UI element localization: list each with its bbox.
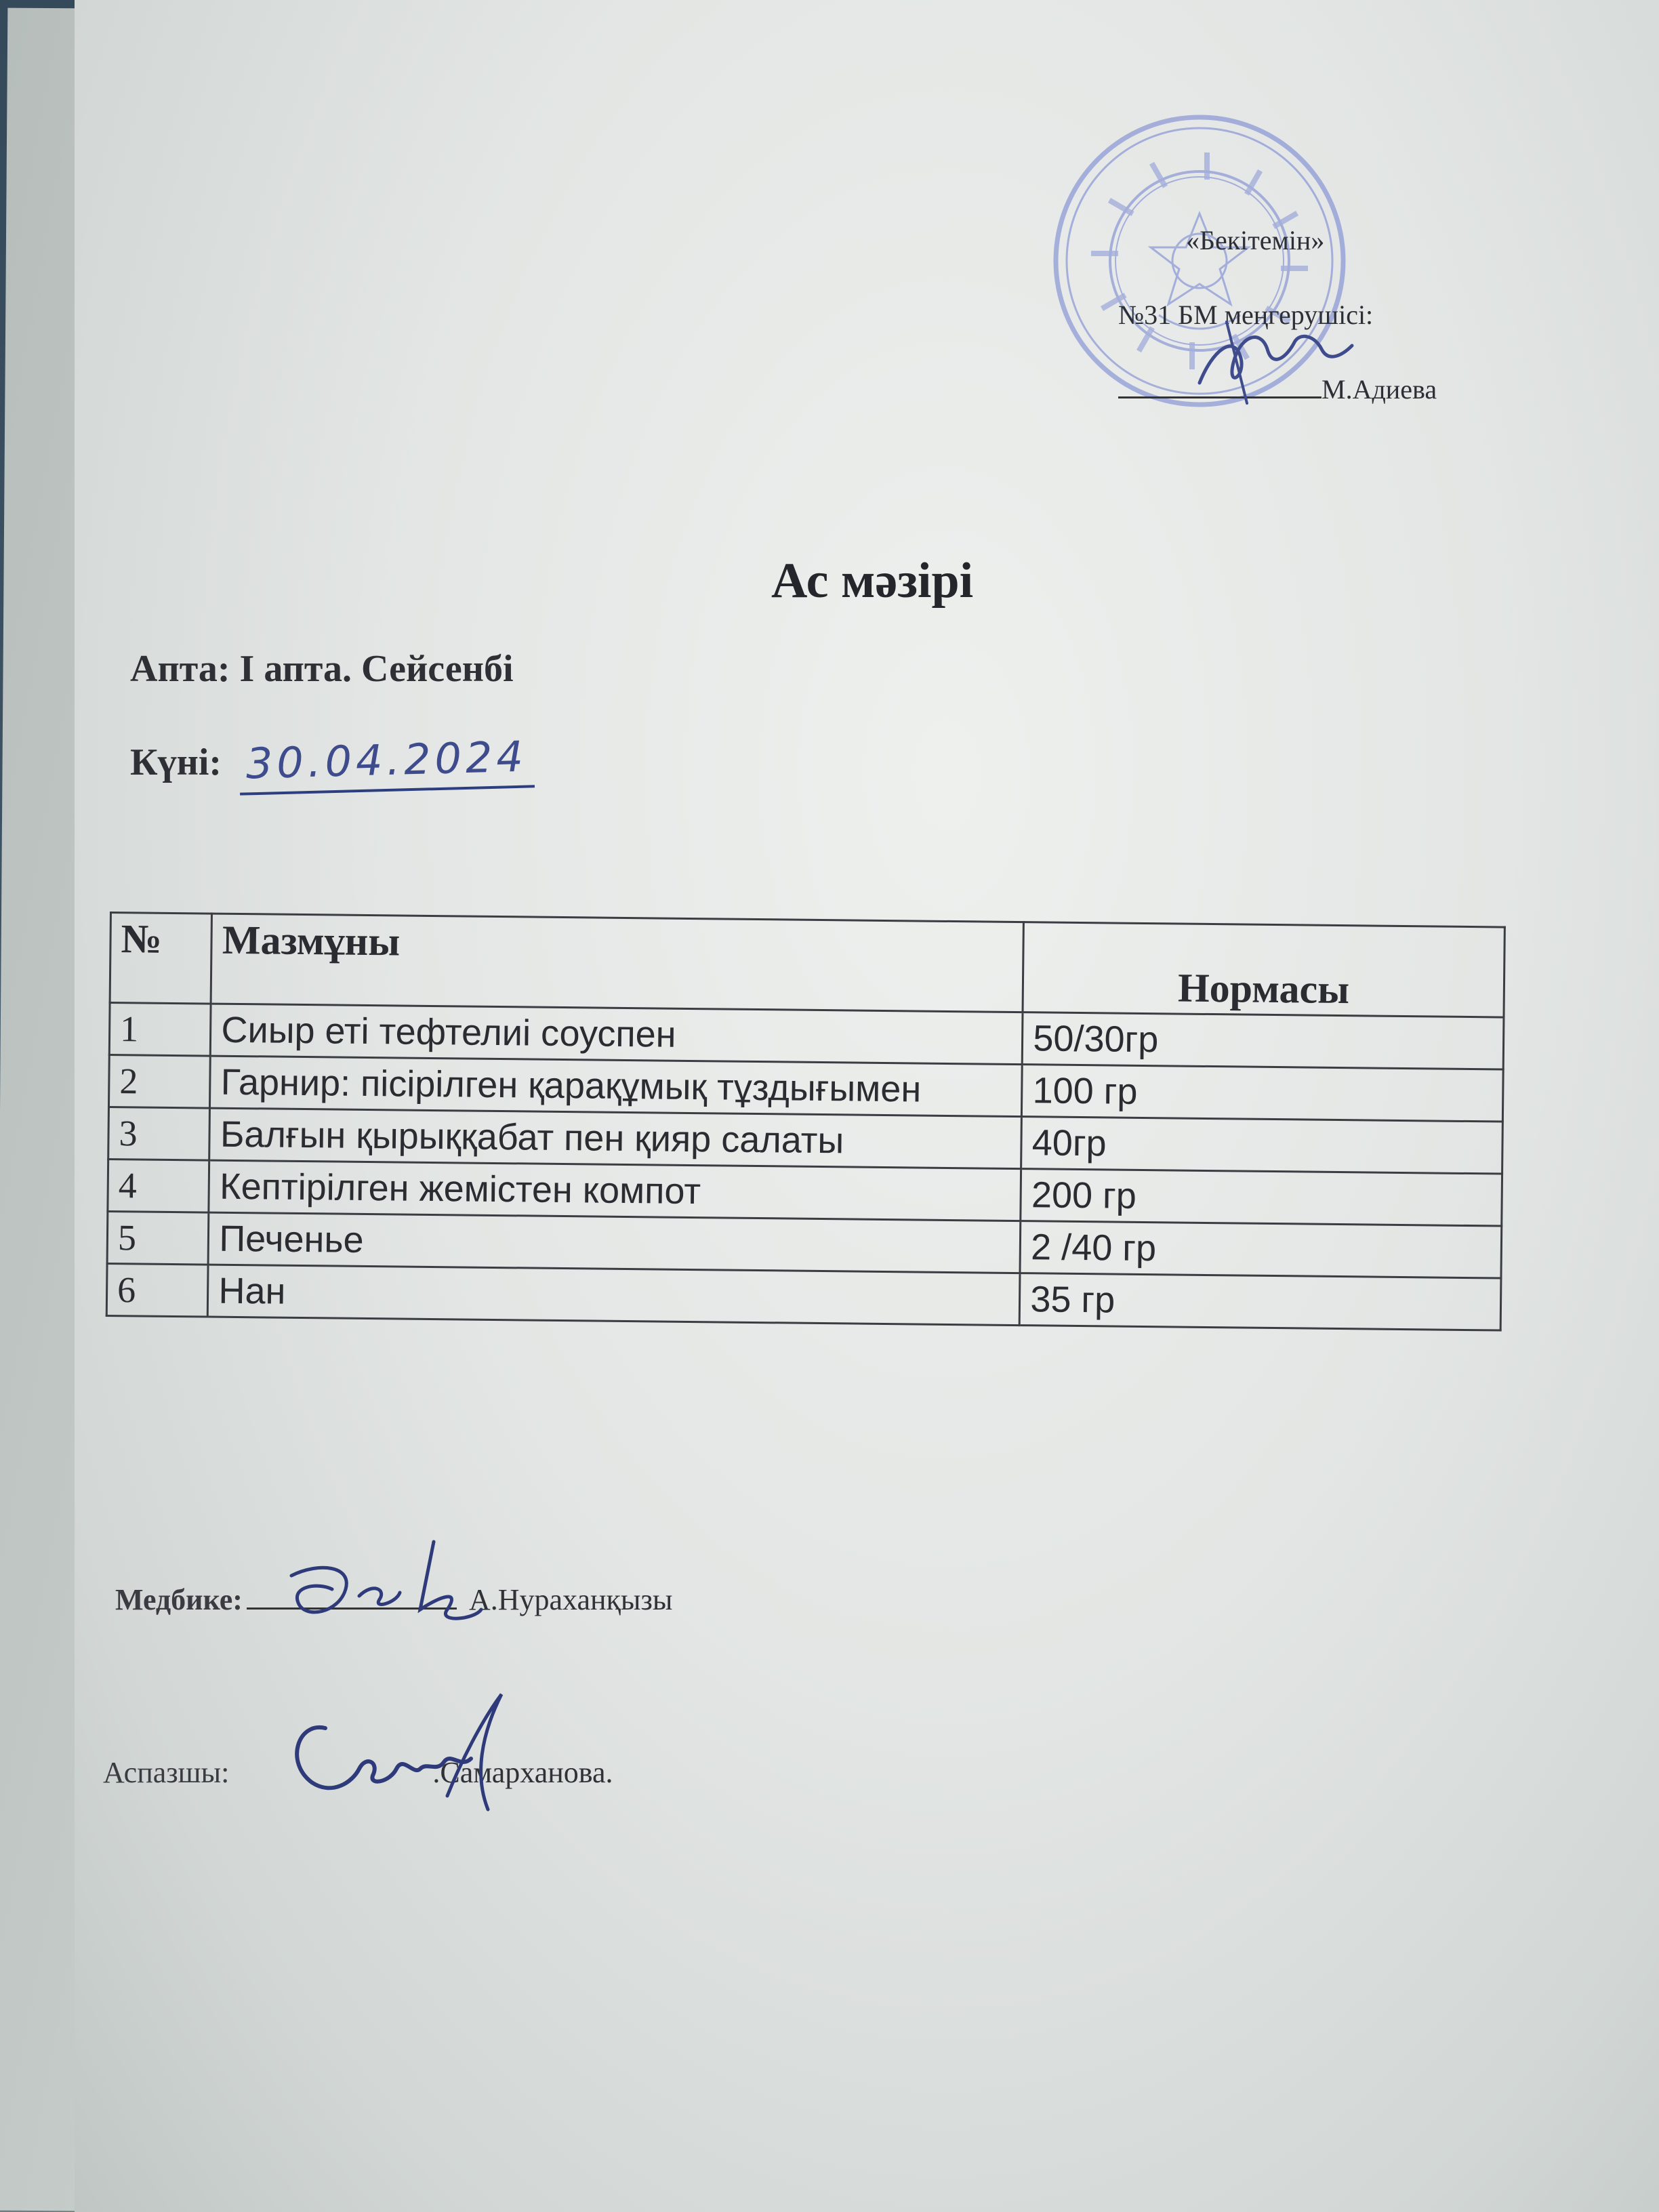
row-norm: 35 гр [1020, 1273, 1501, 1330]
row-num: 1 [109, 1003, 211, 1057]
header-num: № [110, 913, 212, 1004]
row-name: Печенье [208, 1212, 1021, 1273]
row-name: Балғын қырыққабат пен қияр салаты [209, 1108, 1022, 1169]
header-norm: Нормасы [1023, 922, 1504, 1017]
cook-label: Аспазшы: [103, 1756, 230, 1789]
date-label: Күні: [130, 741, 222, 783]
page-title: Ас мәзірі [771, 553, 974, 609]
row-norm: 2 /40 гр [1020, 1221, 1501, 1278]
row-name: Нан [208, 1265, 1021, 1326]
row-num: 4 [108, 1159, 209, 1212]
row-norm: 200 гр [1021, 1169, 1502, 1226]
date-row [130, 731, 534, 792]
header-name: Мазмұны [211, 914, 1024, 1012]
row-num: 5 [107, 1211, 209, 1265]
week-label: Апта: І апта. Сейсенбі [130, 648, 514, 690]
cook-signature [278, 1681, 522, 1816]
row-num: 6 [106, 1263, 208, 1317]
menu-document [75, 0, 1659, 2212]
row-num: 2 [108, 1055, 210, 1109]
menu-table [106, 912, 1506, 1332]
row-norm: 40гр [1021, 1117, 1502, 1174]
row-num: 3 [108, 1107, 210, 1160]
nurse-label: Медбике: [115, 1583, 243, 1616]
row-norm: 100 гр [1022, 1065, 1503, 1122]
approval-title: «Бекітемін» [1186, 225, 1325, 255]
head-signature [1186, 308, 1362, 410]
row-name: Кептірілген жемістен компот [209, 1160, 1021, 1221]
nurse-name: А.Нураханқызы [468, 1583, 673, 1616]
approval-position: №31 БМ меңгерушісі: [1118, 300, 1374, 330]
row-norm: 50/30гр [1023, 1012, 1504, 1069]
nurse-signature [278, 1535, 495, 1637]
row-name: Сиыр еті тефтелиі соуспен [211, 1004, 1023, 1065]
approval-name: М.Адиева [1322, 374, 1437, 405]
date-value: 30.04.2024 [239, 731, 535, 795]
cook-name: .Самарханова. [432, 1756, 613, 1789]
table-header-row [110, 913, 1504, 1018]
row-name: Гарнир: пісірілген қарақұмық тұздығымен [210, 1056, 1023, 1117]
